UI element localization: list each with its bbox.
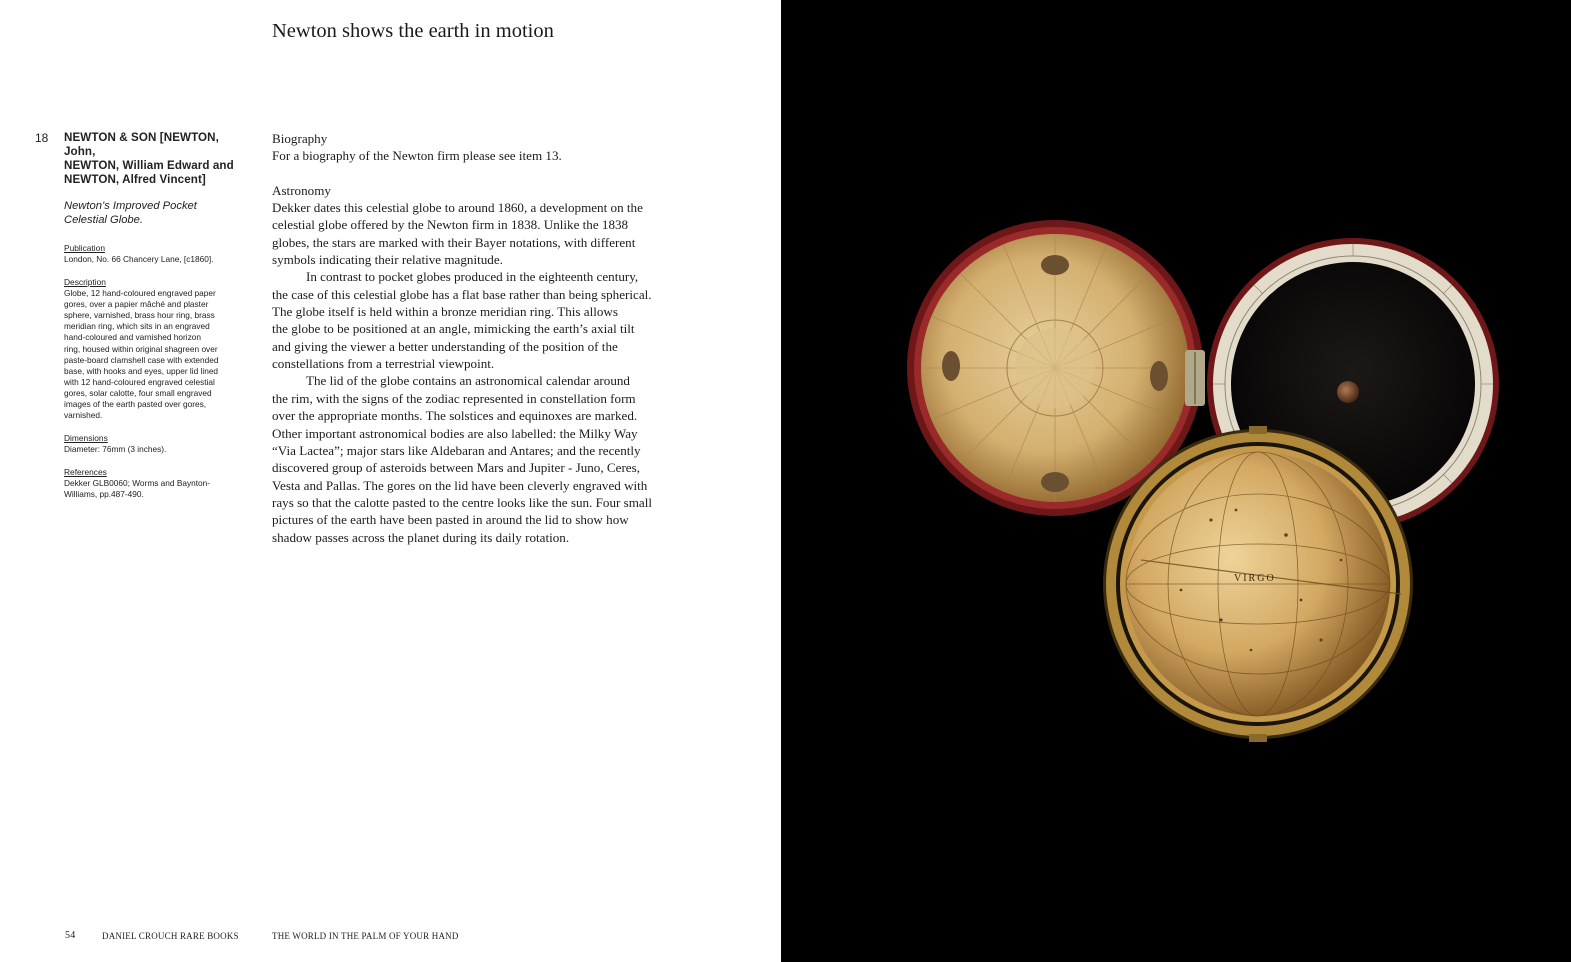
publication-label: Publication (64, 243, 105, 253)
biography-text: For a biography of the Newton firm please see item 13. (272, 148, 562, 164)
references-text: Dekker GLB0060; Worms and Baynton- Williams, pp.487-490. (64, 478, 211, 500)
astronomy-paragraph-1: Dekker dates this celestial globe to around 1860, a development on the celestial globe offered by the Newton firm in 1838. Unlike the 1838 globes, the stars are marked with their Bayer notations, with different symbols indicating their relative magnitude. (272, 200, 643, 268)
dimensions-label: Dimensions (64, 433, 108, 444)
astronomy-heading: Astronomy (272, 182, 331, 198)
publication-block (64, 243, 249, 265)
page-title: Newton shows the earth in motion (272, 20, 554, 42)
description-label: Description (64, 277, 106, 288)
biography-section (272, 130, 672, 165)
virgo-label: VIRGO (1234, 573, 1276, 584)
photo-page (781, 0, 1571, 962)
references-label: References (64, 467, 107, 478)
page-number: 54 (65, 930, 76, 941)
main-text (272, 130, 672, 546)
item-author: NEWTON & SON [NEWTON, John, NEWTON, William Edward and NEWTON, Alfred Vincent] (64, 131, 234, 186)
globe (1103, 426, 1413, 742)
biography-heading: Biography (272, 131, 328, 146)
publication-text: London, No. 66 Chancery Lane, [c1860]. (64, 254, 214, 264)
dimensions-block (64, 433, 249, 455)
astronomy-paragraph-2: In contrast to pocket globes produced in the eighteenth century, the case of this celestial globe has a flat base rather than being spherical. The globe itself is held within a bronze meridian ring. This allows the globe to be positioned at an angle, mimicking the earth’s axial tilt and giving the viewer a better understanding of the position of the constellations from a terrestrial viewpoint. (272, 269, 652, 372)
item-details (64, 131, 249, 501)
astronomy-paragraph-3: The lid of the globe contains an astronomical calendar around the rim, with the signs of the zodiac represented in constellation form over the appropriate months. The solstices and equinoxes are marked. Other important astronomical bodies are also labelled: the Milky Way “Via Lactea”; major stars like Aldebaran and Antares; and the recently discovered group of asteroids between Mars and Jupiter - Juno, Ceres, Vesta and Pallas. The gores on the lid have been cleverly engraved with rays so that the calotte pasted to the centre looks like the sun. Four small pictures of the earth have been pasted in around the lid to show how shadow passes across the planet during its daily rotation. (272, 373, 652, 545)
footer-book-title: THE WORLD IN THE PALM OF YOUR HAND (272, 931, 459, 941)
dimensions-text: Diameter: 76mm (3 inches). (64, 444, 167, 455)
description-block (64, 277, 249, 421)
references-block (64, 467, 249, 500)
item-number: 18 (35, 131, 49, 145)
globe-photo (781, 0, 1571, 962)
item-title: Newton’s Improved Pocket Celestial Globe. (64, 200, 197, 226)
footer-publisher: DANIEL CROUCH RARE BOOKS (102, 931, 239, 941)
description-text: Globe, 12 hand-coloured engraved paper gores, over a papier mâché and plaster sphere, varnished, brass hour ring, brass meridian ring, which sits in an engraved hand-coloured and varnished horizon ring, housed within original shagreen over paste-board clamshell case with extended base, with hooks and eyes, upper lid lined with 12 hand-coloured engraved celestial gores, solar calotte, four small engraved images of the earth pasted over gores, varnished. (64, 288, 219, 421)
astronomy-section (272, 182, 672, 546)
left-page (0, 0, 781, 962)
